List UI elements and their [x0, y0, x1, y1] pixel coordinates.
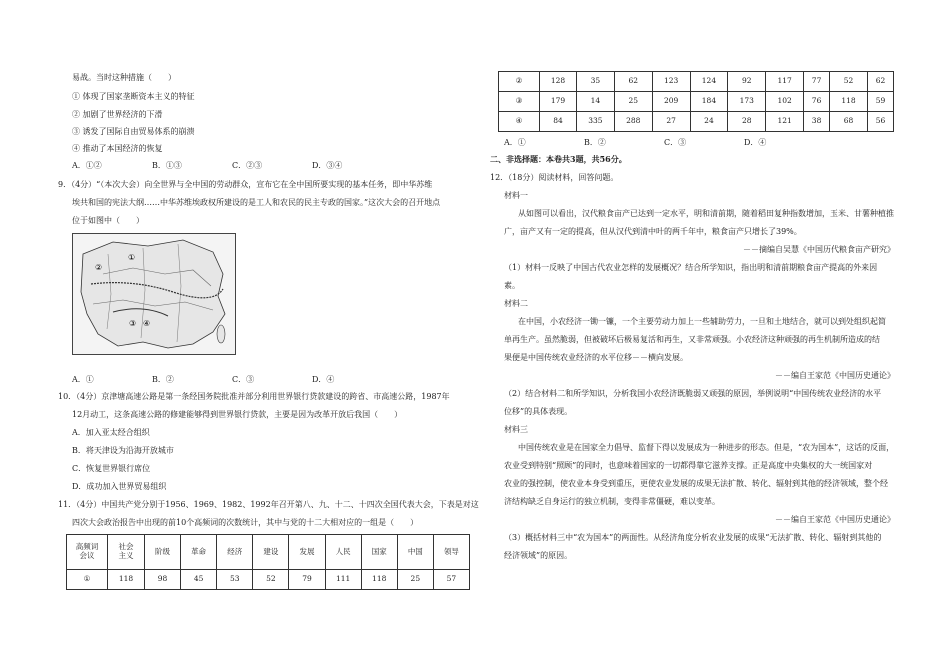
table-cell: 118	[361, 570, 397, 590]
table-cell: 79	[289, 570, 325, 590]
q11-choice-d[interactable]: D．④	[744, 138, 767, 147]
table-header: 高频词 会议	[67, 535, 108, 570]
table-cell: 28	[728, 112, 766, 132]
q11-choice-b[interactable]: B．②	[584, 138, 606, 147]
q11-choice-c[interactable]: C．③	[664, 138, 687, 147]
map-mark-3: ③	[129, 319, 137, 328]
table-cell: 25	[614, 92, 652, 112]
table-cell: 62	[614, 72, 652, 92]
table-cell: 25	[397, 570, 433, 590]
material-3-line-2: 农业受到特别“照顾”的同时，也意味着国家的一切都得靠它滋养支撑。正是高度中央集权的大一统国家对	[504, 461, 873, 470]
q10-option-c[interactable]: C．恢复世界银行席位	[72, 464, 151, 473]
map-mark-1: ①	[128, 253, 136, 262]
q11-table-part1	[66, 534, 470, 590]
table-cell: 52	[253, 570, 289, 590]
table-header: 社会 主义	[108, 535, 145, 570]
table-cell: ④	[499, 112, 540, 132]
table-cell: 56	[867, 112, 893, 132]
material-3-line-4: 济结构缺乏自身运行的独立机制，变得非常僵硬，难以变革。	[504, 497, 720, 506]
table-cell: 118	[108, 570, 145, 590]
question-1-line-1: （1）材料一反映了中国古代农业怎样的发展概况？结合所学知识，指出明和清前期粮食亩产提高的外来因	[504, 263, 878, 272]
material-3-source: －－编自王家范《中国历史通论》	[775, 515, 895, 524]
q11-table-part2	[498, 71, 894, 132]
q8-statement-4: ④ 推动了本国经济的恢复	[72, 144, 163, 153]
material-2-line-1: 在中国，小农经济一锄一镰，一个主要劳动力加上一些辅助劳力，一旦和土地结合，就可以到处组织起简	[518, 317, 886, 326]
table-cell: 53	[217, 570, 253, 590]
table-cell: 111	[325, 570, 361, 590]
question-3-line-2: 经济领域”的原因。	[504, 551, 573, 560]
question-2-line-2: 位移”的具体表现。	[504, 407, 573, 416]
q8-choice-d[interactable]: D．③④	[312, 161, 343, 170]
material-1-line-1: 从如图可以看出，汉代粮食亩产已达到一定水平，明和清前期，随着稻田复种指数增加，玉米、甘薯种植推	[518, 209, 894, 218]
table-cell: 59	[867, 92, 893, 112]
table-row	[499, 72, 894, 92]
table-cell: 92	[728, 72, 766, 92]
table-cell: 123	[652, 72, 690, 92]
material-1-title: 材料一	[504, 191, 528, 200]
table-cell: 179	[540, 92, 577, 112]
table-header: 革命	[181, 535, 217, 570]
q10-line-1: 10．（4分）京津塘高速公路是第一条经国务院批准并部分利用世界银行贷款建设的跨省、市高速公路，1987年	[58, 392, 450, 401]
table-cell: 27	[652, 112, 690, 132]
table-cell: 124	[690, 72, 728, 92]
table-cell: ③	[499, 92, 540, 112]
map-mark-4: ④	[143, 319, 151, 328]
table-header-row	[67, 535, 470, 570]
table-cell: 173	[728, 92, 766, 112]
q8-choice-c[interactable]: C．②③	[232, 161, 263, 170]
q11-line-2: 四次大会政治报告中出现的前10个高频词的次数统计，其中与党的十二大相对应的一组是（ ）	[72, 518, 419, 527]
q11-line-1: 11．（4分）中国共产党分别于1956、1969、1982、1992年召开第八、九、十二、十四次全国代表大会，下表是对这	[58, 500, 479, 509]
table-cell: 102	[766, 92, 804, 112]
table-cell: 128	[540, 72, 577, 92]
q9-line-1: 9．（4分）“（本次大会）向全世界与全中国的劳动群众，宣布它在全中国所要实现的基本任务，即中华苏维	[58, 180, 433, 189]
table-cell: 14	[577, 92, 615, 112]
q8-choice-a[interactable]: A．①②	[72, 161, 102, 170]
table-cell: 35	[577, 72, 615, 92]
section-2-heading: 二、非选择题：本卷共3题，共56分。	[490, 154, 627, 164]
table-cell: 45	[181, 570, 217, 590]
q10-option-d[interactable]: D．成功加入世界贸易组织	[72, 482, 167, 491]
q9-line-3: 位于如图中（ ）	[72, 216, 144, 225]
table-cell: ①	[67, 570, 108, 590]
table-cell: 335	[577, 112, 615, 132]
table-header: 经济	[217, 535, 253, 570]
q8-statement-3: ③ 诱发了国际自由贸易体系的崩溃	[72, 127, 195, 136]
q11-choice-a[interactable]: A．①	[504, 138, 526, 147]
table-cell: 288	[614, 112, 652, 132]
q9-choice-c[interactable]: C．③	[232, 375, 255, 384]
table-cell: 76	[804, 92, 830, 112]
material-2-line-2: 单再生产。虽然脆弱，但被破坏后极易复活和再生，又非常顽强。小农经济这种顽强的再生机制所造成的结	[504, 335, 880, 344]
q8-statement-2: ② 加剧了世界经济的下滑	[72, 110, 163, 119]
material-2-source: －－编自王家范《中国历史通论》	[775, 371, 895, 380]
table-header: 阶级	[145, 535, 181, 570]
material-3-line-3: 农业的强控制，使农业本身受到重压，更使农业发展的成果无法扩散、转化、辐射到其他的经济领域，整个经	[504, 479, 888, 488]
table-cell: 38	[804, 112, 830, 132]
table-cell: 121	[766, 112, 804, 132]
table-cell: 117	[766, 72, 804, 92]
table-header: 人民	[325, 535, 361, 570]
q9-line-2: 埃共和国的宪法大纲……中华苏维埃政权所建设的是工人和农民的民主专政的国家。”这次大会的召开地点	[72, 198, 441, 207]
material-3-line-1: 中国传统农业是在国家全力倡导、监督下得以发展成为一种进步的形态。但是，“农为国本”，这话的反面，	[518, 443, 895, 452]
table-cell: ②	[499, 72, 540, 92]
material-1-line-2: 广，亩产又有一定的提高，但从汉代到清中叶的两千年中，粮食亩产只增长了39%。	[504, 227, 802, 236]
q8-statement-1: ① 体现了国家垄断资本主义的特征	[72, 92, 195, 101]
china-map-figure	[72, 233, 236, 355]
table-header: 中国	[397, 535, 433, 570]
question-1-line-2: 素。	[504, 281, 520, 290]
table-header: 建设	[253, 535, 289, 570]
table-cell: 57	[433, 570, 469, 590]
table-cell: 84	[540, 112, 577, 132]
map-mark-2: ②	[95, 263, 103, 272]
q8-choice-b[interactable]: B．①③	[152, 161, 182, 170]
table-cell: 209	[652, 92, 690, 112]
q9-choice-a[interactable]: A．①	[72, 375, 94, 384]
table-cell: 184	[690, 92, 728, 112]
table-row	[499, 112, 894, 132]
table-header: 发展	[289, 535, 325, 570]
material-3-title: 材料三	[504, 425, 528, 434]
map-drawing	[73, 234, 235, 354]
q12-heading: 12．（18分）阅读材料，回答问题。	[490, 173, 619, 182]
table-cell: 98	[145, 570, 181, 590]
table-cell: 52	[830, 72, 868, 92]
table-row	[67, 570, 470, 590]
q10-option-a[interactable]: A．加入亚太经合组织	[72, 428, 150, 437]
q9-choice-b[interactable]: B．②	[152, 375, 174, 384]
question-3-line-1: （3）概括材料三中“农为国本”的两面性。从经济角度分析农业发展的成果“无法扩散、转化、辐射到其他的	[504, 533, 882, 542]
q9-choice-d[interactable]: D．④	[312, 375, 335, 384]
table-cell: 24	[690, 112, 728, 132]
table-cell: 118	[830, 92, 868, 112]
table-row	[499, 92, 894, 112]
material-2-title: 材料二	[504, 299, 528, 308]
q10-option-b[interactable]: B．将天津设为沿海开放城市	[72, 446, 174, 455]
q8-stem-tail: 易战。当时这种措施（ ）	[72, 73, 176, 82]
material-1-source: －－摘编自吴慧《中国历代粮食亩产研究》	[743, 245, 895, 254]
table-header: 领导	[433, 535, 469, 570]
question-2-line-1: （2）结合材料二和所学知识，分析我国小农经济既脆弱又顽强的原因，举例说明“中国传统农业经济的水平	[504, 389, 882, 398]
material-2-line-3: 果便是中国传统农业经济的水平位移－－横向发展。	[504, 353, 688, 362]
table-cell: 68	[830, 112, 868, 132]
table-header: 国家	[361, 535, 397, 570]
table-cell: 62	[867, 72, 893, 92]
q10-line-2: 12月动工，这条高速公路的修建能够得到世界银行贷款，主要是因为改革开放后我国（ ）	[72, 410, 403, 419]
table-cell: 77	[804, 72, 830, 92]
